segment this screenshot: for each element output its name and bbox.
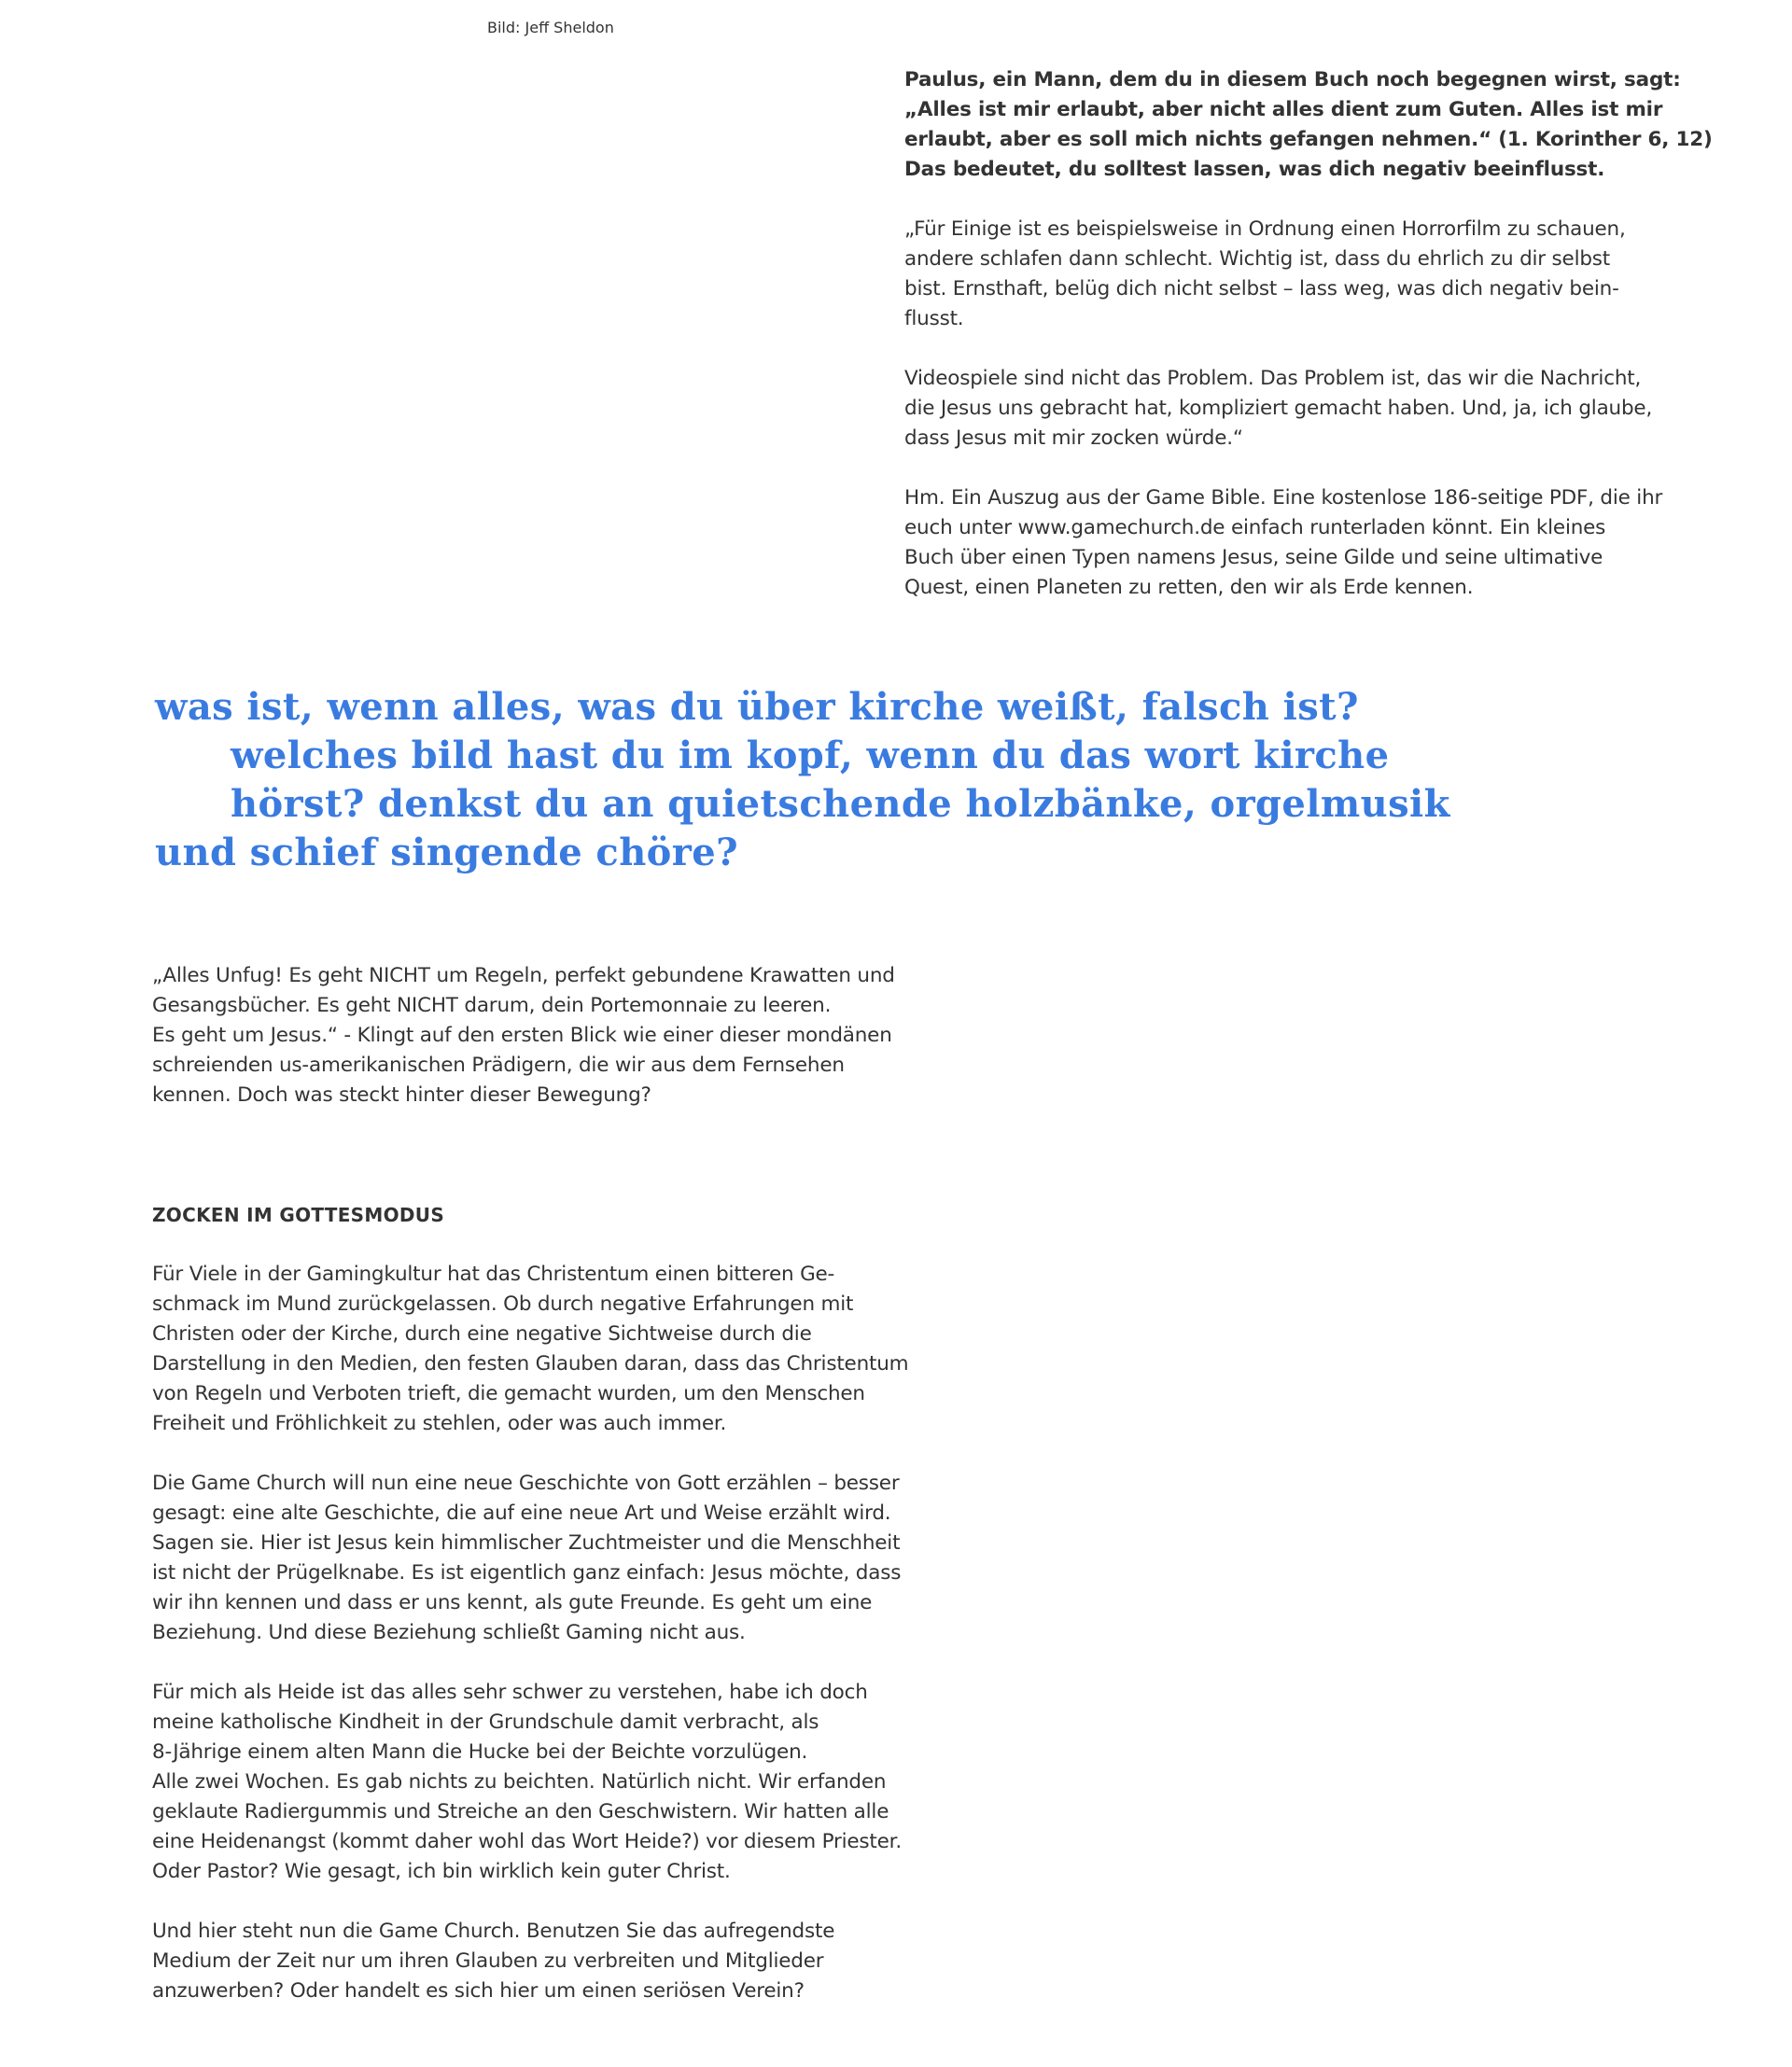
text-line: Videospiele sind nicht das Problem. Das Problem ist, das wir die Nachricht,	[904, 367, 1642, 390]
text-line: „Für Einige ist es beispielsweise in Ordnung einen Horrorfilm zu schauen,	[904, 217, 1626, 241]
image-caption: Bild: Jeff Sheldon	[487, 19, 614, 36]
text-line: Quest, einen Planeten zu retten, den wir als Erde kennen.	[904, 576, 1474, 599]
text-line: schmack im Mund zurückgelassen. Ob durch negative Erfahrungen mit	[152, 1292, 854, 1316]
body-paragraph	[904, 483, 1663, 603]
text-line: „Alles Unfug! Es geht NICHT um Regeln, perfekt gebundene Krawatten und	[152, 964, 895, 987]
body-paragraph	[152, 1469, 908, 1648]
text-line: erlaubt, aber es soll mich nichts gefangen nehmen.“ (1. Korinther 6, 12)	[904, 128, 1713, 151]
text-line: euch unter www.gamechurch.de einfach runterladen könnt. Ein kleines	[904, 516, 1606, 539]
body-paragraph	[904, 364, 1660, 454]
pull-quote-line: hörst? denkst du an quietschende holzbänke, orgelmusik	[231, 782, 1450, 826]
pull-quote-line: welches bild hast du im kopf, wenn du das wort kirche	[231, 733, 1390, 777]
body-paragraph	[152, 1678, 908, 1887]
text-line: dass Jesus mit mir zocken würde.“	[904, 426, 1243, 450]
pull-quote-line: was ist, wenn alles, was du über kirche weißt, falsch ist?	[155, 685, 1359, 729]
text-line: die Jesus uns gebracht hat, kompliziert gemacht haben. Und, ja, ich glaube,	[904, 397, 1653, 420]
text-line: Und hier steht nun die Game Church. Benutzen Sie das aufregendste	[152, 1920, 835, 1943]
body-paragraph	[152, 1260, 908, 1439]
text-line: Darstellung in den Medien, den festen Glauben daran, dass das Christentum	[152, 1352, 909, 1376]
pull-quote-line: und schief singende chöre?	[155, 831, 738, 874]
text-line: Das bedeutet, du solltest lassen, was dich negativ beeinflusst.	[904, 158, 1605, 181]
text-line: Die Game Church will nun eine neue Geschichte von Gott erzählen – besser	[152, 1472, 900, 1495]
text-line: Oder Pastor? Wie gesagt, ich bin wirklich kein guter Christ.	[152, 1860, 731, 1883]
text-line: Beziehung. Und diese Beziehung schließt Gaming nicht aus.	[152, 1621, 746, 1644]
intro-paragraph	[152, 961, 908, 1110]
text-line: kennen. Doch was steckt hinter dieser Bewegung?	[152, 1083, 651, 1107]
bold-quote-paragraph	[904, 65, 1713, 185]
text-line: anzuwerben? Oder handelt es sich hier um einen seriösen Verein?	[152, 1979, 805, 2003]
text-line: schreienden us-amerikanischen Prädigern, die wir aus dem Fernsehen	[152, 1054, 845, 1077]
text-line: wir ihn kennen und dass er uns kennt, als gute Freunde. Es geht um eine	[152, 1591, 873, 1614]
text-line: Es geht um Jesus.“ - Klingt auf den ersten Blick wie einer dieser mondänen	[152, 1024, 892, 1047]
text-line: Christen oder der Kirche, durch eine negative Sichtweise durch die	[152, 1322, 812, 1346]
text-line: Für mich als Heide ist das alles sehr schwer zu verstehen, habe ich doch	[152, 1681, 868, 1704]
text-line: 8-Jährige einem alten Mann die Hucke bei der Beichte vorzulügen.	[152, 1740, 808, 1764]
body-paragraph	[152, 1917, 908, 2006]
text-line: Alle zwei Wochen. Es gab nichts zu beichten. Natürlich nicht. Wir erfanden	[152, 1770, 887, 1794]
text-line: Buch über einen Typen namens Jesus, seine Gilde und seine ultimative	[904, 546, 1603, 569]
text-line: Paulus, ein Mann, dem du in diesem Buch noch begegnen wirst, sagt:	[904, 68, 1681, 91]
text-line: von Regeln und Verboten trieft, die gemacht wurden, um den Menschen	[152, 1382, 865, 1405]
right-column	[904, 65, 1713, 633]
text-line: flusst.	[904, 307, 964, 330]
text-line: Für Viele in der Gamingkultur hat das Christentum einen bitteren Ge-	[152, 1263, 835, 1286]
text-line: Medium der Zeit nur um ihren Glauben zu verbreiten und Mitglieder	[152, 1949, 824, 1973]
text-line: Hm. Ein Auszug aus der Game Bible. Eine kostenlose 186-seitige PDF, die ihr	[904, 486, 1663, 510]
text-line: gesagt: eine alte Geschichte, die auf eine neue Art und Weise erzählt wird.	[152, 1501, 891, 1525]
text-line: geklaute Radiergummis und Streiche an den Geschwistern. Wir hatten alle	[152, 1800, 889, 1823]
text-line: eine Heidenangst (kommt daher wohl das Wort Heide?) vor diesem Priester.	[152, 1830, 902, 1853]
text-line: Freiheit und Fröhlichkeit zu stehlen, oder was auch immer.	[152, 1412, 727, 1435]
text-line: meine katholische Kindheit in der Grundschule damit verbracht, als	[152, 1711, 819, 1734]
text-line: ist nicht der Prügelknabe. Es ist eigentlich ganz einfach: Jesus möchte, dass	[152, 1561, 902, 1585]
text-line: bist. Ernsthaft, belüg dich nicht selbst – lass weg, was dich negativ bein-	[904, 277, 1619, 300]
body-paragraph	[904, 215, 1660, 334]
left-column	[152, 961, 908, 2036]
text-line: Sagen sie. Hier ist Jesus kein himmlischer Zuchtmeister und die Menschheit	[152, 1531, 901, 1555]
text-line: andere schlafen dann schlecht. Wichtig ist, dass du ehrlich zu dir selbst	[904, 247, 1611, 271]
text-line: Gesangsbücher. Es geht NICHT darum, dein Portemonnaie zu leeren.	[152, 994, 832, 1017]
text-line: „Alles ist mir erlaubt, aber nicht alles dient zum Guten. Alles ist mir	[904, 98, 1663, 121]
section-heading: ZOCKEN IM GOTTESMODUS	[152, 1204, 445, 1226]
pull-quote	[155, 683, 1611, 877]
